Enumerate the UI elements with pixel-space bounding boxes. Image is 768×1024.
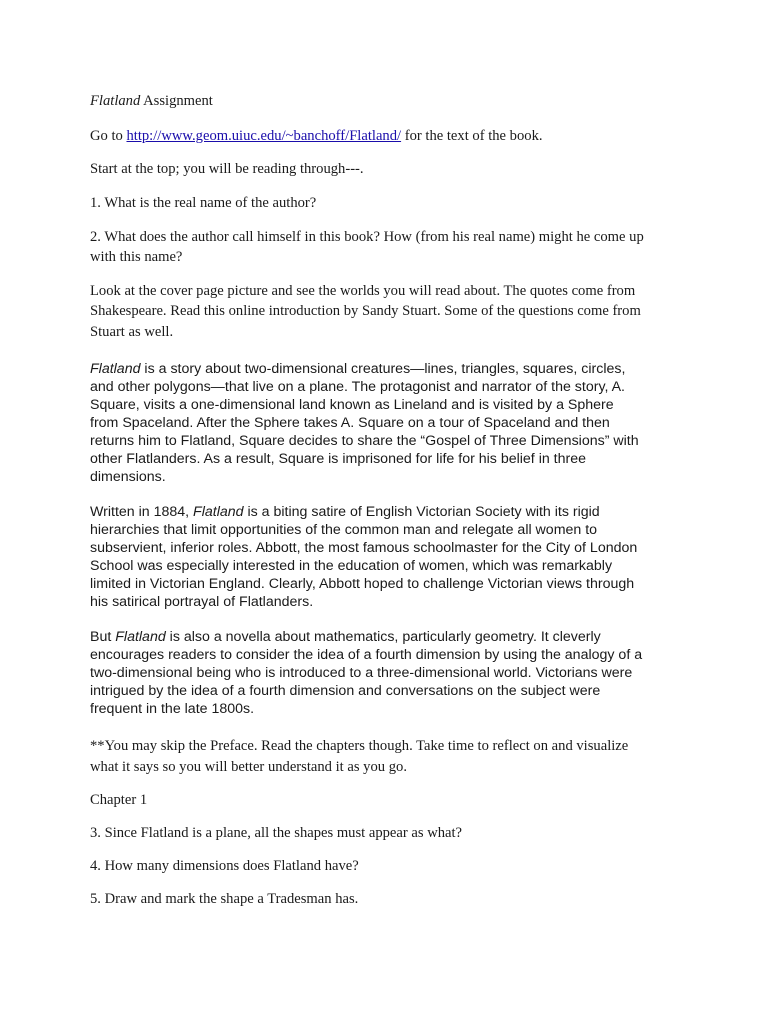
cover-paragraph-line-2: Shakespeare. Read this online introduction by Sandy Stuart. Some of the questions come from	[90, 303, 641, 319]
goto-suffix: for the text of the book.	[401, 128, 543, 144]
skip-note-line-1: **You may skip the Preface. Read the chapters though. Take time to reflect on and visualize	[90, 738, 629, 754]
intro-p2-line-5: limited in Victorian England. Clearly, Abbott hoped to challenge Victorian views through	[90, 576, 635, 592]
intro-p1-line-1-rest: is a story about two-dimensional creatures—lines, triangles, squares, circles,	[140, 361, 626, 377]
question-4: 4. How many dimensions does Flatland have?	[90, 858, 359, 874]
cover-paragraph-line-1: Look at the cover page picture and see the worlds you will read about. The quotes come from	[90, 283, 636, 299]
intro-p1-line-6: other Flatlanders. As a result, Square is imprisoned for life for his belief in three	[90, 451, 587, 467]
intro-p2-line-1-rest: is a biting satire of English Victorian Society with its rigid	[243, 504, 600, 520]
intro-p2-line-3: subservient, inferior roles. Abbott, the most famous schoolmaster for the City of London	[90, 540, 638, 556]
question-2-line-2: with this name?	[90, 249, 183, 265]
intro-p3-line-3: two-dimensional being who is introduced to a three-dimensional world. Victorians were	[90, 665, 633, 681]
intro-p3-pre: But	[90, 629, 116, 645]
intro-p1-line-3: Square, visits a one-dimensional land known as Lineland and is visited by a Sphere	[90, 397, 614, 413]
question-2-line-1: 2. What does the author call himself in this book? How (from his real name) might he come up	[90, 229, 644, 245]
skip-note-line-2: what it says so you will better understand it as you go.	[90, 759, 407, 775]
title-italic: Flatland	[90, 93, 141, 109]
intro-p2-line-1	[90, 503, 600, 521]
goto-prefix: Go to	[90, 128, 127, 144]
intro-p3-line-2: encourages readers to consider the idea of a fourth dimension by using the analogy of a	[90, 647, 643, 663]
document-title	[90, 91, 213, 112]
intro-p3-line-5: frequent in the late 1800s.	[90, 701, 255, 717]
goto-instruction	[90, 126, 543, 147]
question-5: 5. Draw and mark the shape a Tradesman has.	[90, 891, 359, 907]
intro-p3-italic: Flatland	[115, 629, 166, 645]
question-3: 3. Since Flatland is a plane, all the shapes must appear as what?	[90, 825, 463, 841]
intro-p3-line-1-rest: is also a novella about mathematics, particularly geometry. It cleverly	[165, 629, 601, 645]
intro-p1-line-1	[90, 360, 625, 378]
flatland-text-link[interactable]: http://www.geom.uiuc.edu/~banchoff/Flatland/	[126, 128, 402, 144]
intro-p1-line-5: returns him to Flatland, Square decides to share the “Gospel of Three Dimensions” with	[90, 433, 639, 449]
intro-p1-line-7: dimensions.	[90, 469, 166, 485]
intro-p2-pre: Written in 1884,	[90, 504, 194, 520]
intro-p2-italic: Flatland	[193, 504, 244, 520]
question-1: 1. What is the real name of the author?	[90, 195, 317, 211]
start-instruction: Start at the top; you will be reading through---.	[90, 161, 364, 177]
intro-p2-line-6: his satirical portrayal of Flatlanders.	[90, 594, 314, 610]
intro-p3-line-1	[90, 628, 601, 646]
intro-p2-line-4: School was especially interested in the education of women, which was remarkably	[90, 558, 613, 574]
cover-paragraph-line-3: Stuart as well.	[90, 324, 174, 340]
intro-p2-line-2: hierarchies that limit opportunities of the common man and relegate all women to	[90, 522, 598, 538]
title-rest: Assignment	[140, 93, 213, 109]
intro-p1-line-4: from Spaceland. After the Sphere takes A. Square on a tour of Spaceland and then	[90, 415, 610, 431]
intro-p1-line-2: and other polygons—that live on a plane. The protagonist and narrator of the story, A.	[90, 379, 625, 395]
chapter-1-heading: Chapter 1	[90, 792, 148, 808]
intro-p3-line-4: intrigued by the idea of a fourth dimension and conversations on the subject were	[90, 683, 601, 699]
intro-p1-italic: Flatland	[90, 361, 141, 377]
